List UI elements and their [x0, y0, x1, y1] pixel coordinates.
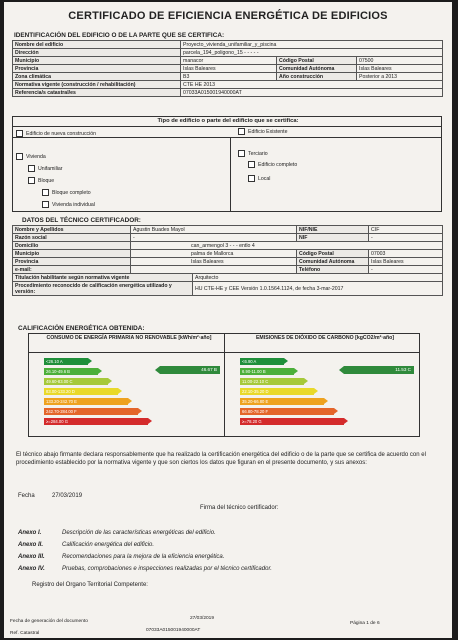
checkbox-edificio-completo[interactable]: Edificio completo: [248, 161, 297, 168]
annex-item: Anexo III. Recomendaciones para la mejora de la eficiencia energética.: [18, 554, 225, 560]
footer-gen-label: Fecha de generación del documento: [10, 619, 88, 624]
footer-ref-value: 07033A015001940000AT: [146, 628, 201, 633]
checkbox-new-building[interactable]: Edificio de nueva construcción: [16, 130, 96, 137]
annex-item: Anexo II. Calificación energética del edificio.: [18, 542, 155, 548]
checkbox-existing-building[interactable]: Edificio Existente: [238, 128, 288, 135]
table-row: Provincia Islas Baleares Comunidad Autónoma Islas Baleares: [13, 65, 443, 73]
consumo-band-g: ≥=284.00 G: [44, 418, 148, 425]
emisiones-rating-indicator: 11.53 C: [344, 366, 414, 374]
footer-ref-label: Ref. Catastral: [10, 631, 40, 636]
footer-gen-date: 27/03/2019: [190, 616, 215, 621]
emisiones-band-a: <6.90 A: [240, 358, 284, 365]
emisiones-band-b: 6.90-11.00 B: [240, 368, 294, 375]
building-id-table: [12, 40, 443, 97]
emisiones-title: EMISIONES DE DIÓXIDO DE CARBONO [kgCO2/m²·año]: [255, 335, 395, 341]
checkbox-bloque-completo[interactable]: Bloque completo: [42, 189, 91, 196]
table-row: Nombre del edificio Proyecto_vivienda_unifamiliar_y_piscina: [13, 41, 443, 49]
consumo-band-f: 242.70-284.00 F: [44, 408, 138, 415]
annex-item: Anexo I. Descripción de las características energéticas del edificio.: [18, 530, 216, 536]
checkbox-unifamiliar[interactable]: Unifamiliar: [28, 165, 63, 172]
footer-page-number: Página 1 de 6: [350, 621, 380, 626]
fecha-label: Fecha: [18, 493, 35, 499]
certificate-page: [4, 2, 452, 638]
checkbox-bloque[interactable]: Bloque: [28, 177, 54, 184]
annex-item: Anexo IV. Pruebas, comprobaciones e inspecciones realizadas por el técnico certificador.: [18, 566, 272, 572]
table-row: Titulación habilitante según normativa vigente Arquitecto: [13, 274, 443, 282]
consumo-rating-indicator: 46.67 B: [160, 366, 220, 374]
registro-label: Registro del Organo Territorial Competente:: [32, 582, 148, 588]
table-row: Procedimiento reconocido de calificación energética utilizado y versión: HU CTE-HE y CEE Versión 1.0.1564.1124, de fecha 3-mar-2017: [13, 282, 443, 296]
emisiones-band-f: 66.80-78.20 F: [240, 408, 334, 415]
table-row: e-mail: Teléfono -: [13, 266, 443, 274]
checkbox-vivienda-individual[interactable]: Vivienda individual: [42, 201, 95, 208]
consumo-band-a: <26.10 A: [44, 358, 88, 365]
table-row: Zona climática B3 Año construcción Posterior a 2013: [13, 73, 443, 81]
consumo-band-d: 83.00-133.20 D: [44, 388, 118, 395]
declaration-text: El técnico abajo firmante declara responsablemente que ha realizado la certificación energética del edificio o de la parte que se certifica de acuerdo con el procedimiento establecido por la normativa vigente y que son ciertos los datos que figuran en el presente documento, y sus anexos:: [16, 452, 426, 466]
checkbox-terciario[interactable]: Terciario: [238, 150, 268, 157]
consumo-band-b: 26.10-49.6 B: [44, 368, 98, 375]
fecha-value: 27/03/2019: [52, 493, 83, 499]
emisiones-band-g: ≥=78.20 G: [240, 418, 344, 425]
consumo-band-c: 49.60-83.00 C: [44, 378, 108, 385]
table-row: Domicilio can_armengol 3 - - - entlo 4: [13, 242, 443, 250]
emisiones-band-c: 11.00-22.10 C: [240, 378, 304, 385]
table-row: Nombre y Apellidos Agustin Buades Mayol NIF/NIE CIF: [13, 226, 443, 234]
technician-heading: DATOS DEL TÉCNICO CERTIFICADOR:: [22, 217, 141, 224]
table-row: Razón social - NIF -: [13, 234, 443, 242]
emisiones-band-d: 22.10-35.20 D: [240, 388, 314, 395]
rating-heading: CALIFICACIÓN ENERGÉTICA OBTENIDA:: [18, 325, 145, 332]
document-title: CERTIFICADO DE EFICIENCIA ENERGÉTICA DE EDIFICIOS: [68, 10, 388, 22]
table-row: Dirección parcela_194_poligono_15 - - - - -: [13, 49, 443, 57]
table-row: Normativa vigente (construcción / rehabilitación) CTE HE 2013: [13, 81, 443, 89]
checkbox-local[interactable]: Local: [248, 175, 270, 182]
consumo-title: CONSUMO DE ENERGÍA PRIMARIA NO RENOVABLE [kWh/m²·año]: [46, 335, 212, 341]
firma-label: Firma del técnico certificador:: [200, 505, 279, 511]
building-type-heading: Tipo de edificio o parte del edificio que se certifica:: [157, 118, 299, 124]
emisiones-band-e: 35.20-66.80 E: [240, 398, 324, 405]
table-row: Provincia Islas Baleares Comunidad Autónoma Islas Baleares: [13, 258, 443, 266]
table-row: Referencia/s catastral/es 07033A015001940000AT: [13, 89, 443, 97]
table-row: Municipio palma de Mallorca Código Postal 07003: [13, 250, 443, 258]
identification-heading: IDENTIFICACIÓN DEL EDIFICIO O DE LA PARTE QUE SE CERTIFICA:: [14, 32, 225, 39]
table-row: Municipio manacor Código Postal 07500: [13, 57, 443, 65]
technician-table: [12, 225, 443, 296]
consumo-band-e: 133.20-242.70 E: [44, 398, 128, 405]
checkbox-vivienda[interactable]: Vivienda: [16, 153, 46, 160]
